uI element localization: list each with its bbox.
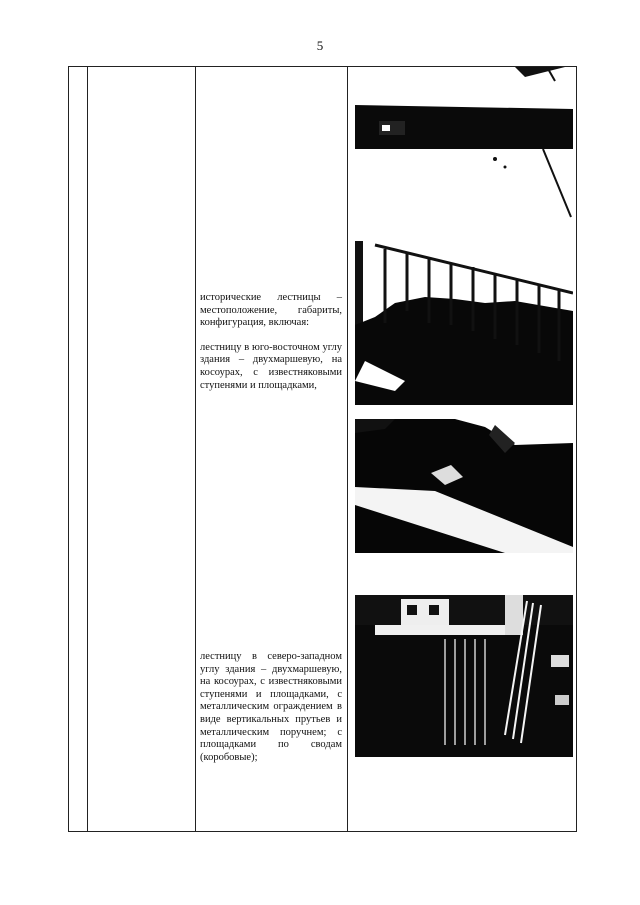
photo-stair-northwest [355,595,573,757]
photo-stair-underside [355,67,573,221]
column-divider [347,67,348,831]
description-stair-southeast: лестницу в юго-восточном углу здания – двухмаршевую, на косоурах, с известняковыми ступенями и площадками, [200,341,342,391]
description-intro: исторические лестницы – местоположение, габариты, конфигурация, включая: [200,292,342,329]
description-stair-northwest: лестницу в северо-западном углу здания – двухмаршевую, на косоурах, с известняковыми ступенями и площадками, с металлическим ограждением в виде вертикальных прутьев и металлическим поручнем; с площадками по сводам (коробовые); [200,651,342,763]
description-southeast [200,292,342,392]
document-table [68,66,577,832]
description-northwest [200,651,342,764]
column-divider [87,67,88,831]
column-divider [195,67,196,831]
photo-stair-railing [355,241,573,405]
page-number: 5 [316,38,324,53]
photo-stair-landing [355,419,573,553]
